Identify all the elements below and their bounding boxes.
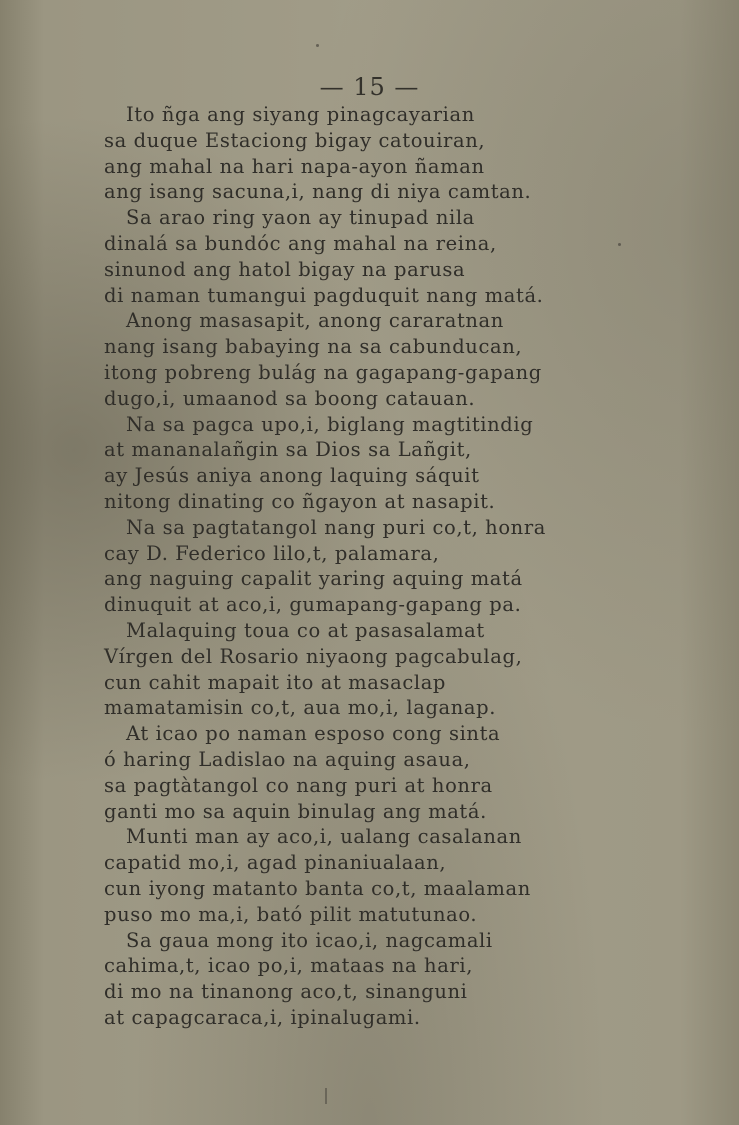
verse-line: cahima,t, icao po,i, mataas na hari,: [104, 954, 474, 978]
stanza-9: [104, 928, 624, 1031]
verse-line: cun iyong matanto banta co,t, maalaman: [104, 876, 531, 900]
verse-line: mamatamisin co,t, aua mo,i, laganap.: [104, 696, 497, 720]
verse-line: Sa gaua mong ito icao,i, nagcamali: [126, 928, 493, 952]
verse-line: puso mo ma,i, bató pilit matutunao.: [104, 902, 478, 926]
verse-line: ó haring Ladislao na aquing asaua,: [104, 747, 471, 771]
verse-line: at mananalañgin sa Dios sa Lañgit,: [104, 438, 472, 462]
verse-line: ganti mo sa aquin binulag ang matá.: [104, 799, 487, 823]
verse-line: sa duque Estaciong bigay catouiran,: [104, 128, 486, 152]
verse-line: cay D. Federico lilo,t, palamara,: [104, 541, 440, 565]
poem-text: [104, 102, 624, 1031]
verse-line: Na sa pagtatangol nang puri co,t, honra: [126, 515, 546, 539]
verse-line: dinuquit at aco,i, gumapang-gapang pa.: [104, 593, 522, 617]
verse-line: di mo na tinanong aco,t, sinanguni: [104, 980, 468, 1004]
verse-line: di naman tumangui pagduquit nang matá.: [104, 283, 544, 307]
paper-speck: [316, 44, 319, 47]
verse-line: At icao po naman esposo cong sinta: [126, 722, 501, 746]
stanza-3: [104, 308, 624, 411]
stanza-1: [104, 102, 624, 205]
verse-line: ang isang sacuna,i, nang di niya camtan.: [104, 180, 532, 204]
page-number: — 15 —: [319, 73, 420, 101]
verse-line: itong pobreng bulág na gagapang-gapang: [104, 360, 542, 384]
verse-line: ang naguing capalit yaring aquing matá: [104, 567, 523, 591]
paper-speck: [618, 243, 621, 246]
verse-line: ang mahal na hari napa-ayon ñaman: [104, 154, 485, 178]
verse-line: at capagcaraca,i, ipinalugami.: [104, 1005, 421, 1029]
stanza-5: [104, 515, 624, 618]
verse-line: Vírgen del Rosario niyaong pagcabulag,: [104, 644, 523, 668]
stanza-7: [104, 721, 624, 824]
verse-line: sa pagtàtangol co nang puri at honra: [104, 773, 493, 797]
verse-line: dinalá sa bundóc ang mahal na reina,: [104, 231, 497, 255]
verse-line: Anong masasapit, anong cararatnan: [126, 309, 504, 333]
verse-line: nang isang babaying na sa cabunducan,: [104, 335, 523, 359]
verse-line: Malaquing toua co at pasasalamat: [126, 618, 485, 642]
verse-line: nitong dinating co ñgayon at nasapit.: [104, 489, 496, 513]
stanza-8: [104, 824, 624, 927]
stanza-2: [104, 205, 624, 308]
verse-line: Munti man ay aco,i, ualang casalanan: [126, 825, 522, 849]
verse-line: Na sa pagca upo,i, biglang magtitindig: [126, 412, 534, 436]
verse-line: Ito ñga ang siyang pinagcayarian: [126, 103, 475, 126]
stanza-6: [104, 618, 624, 721]
paper-mark: [325, 1088, 327, 1104]
verse-line: cun cahit mapait ito at masaclap: [104, 670, 446, 694]
verse-line: capatid mo,i, agad pinaniualaan,: [104, 851, 447, 875]
verse-line: sinunod ang hatol bigay na parusa: [104, 257, 466, 281]
verse-line: dugo,i, umaanod sa boong catauan.: [104, 386, 476, 410]
stanza-4: [104, 412, 624, 515]
verse-line: ay Jesús aniya anong laquing sáquit: [104, 464, 480, 488]
verse-line: Sa arao ring yaon ay tinupad nila: [126, 206, 475, 230]
